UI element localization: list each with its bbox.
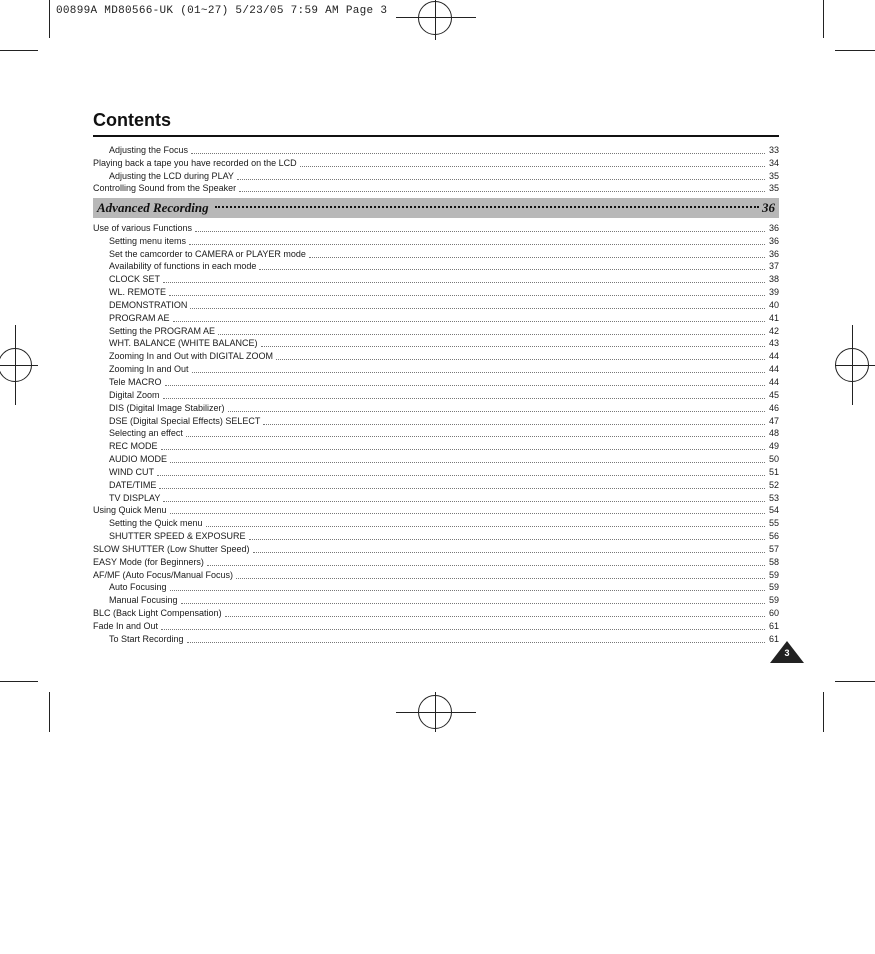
toc-entry-page: 44 <box>768 364 779 375</box>
toc-entry-page: 53 <box>768 492 779 503</box>
toc-entry <box>93 542 779 555</box>
leader-dots <box>163 397 765 399</box>
toc-entry-label: PROGRAM AE <box>109 312 170 323</box>
toc-entry-page: 56 <box>768 531 779 542</box>
toc-entry-label: WL. REMOTE <box>109 287 167 298</box>
toc-entry <box>93 337 779 350</box>
toc-entry <box>93 311 779 324</box>
toc-entry-page: 60 <box>768 608 779 619</box>
toc-entry-label: Zooming In and Out <box>109 364 189 375</box>
toc-entry <box>93 581 779 594</box>
toc-entry <box>93 439 779 452</box>
toc-entry-label: Setting the Quick menu <box>109 518 203 529</box>
toc-entry <box>93 247 779 260</box>
toc-entry <box>93 491 779 504</box>
toc-entry-page: 54 <box>768 505 779 516</box>
toc-entry-page: 41 <box>768 312 779 323</box>
toc-entry <box>93 234 779 247</box>
toc-group-top <box>93 143 779 194</box>
toc-entry-page: 55 <box>768 518 779 529</box>
toc-entry <box>93 414 779 427</box>
toc-entry-page: 38 <box>768 274 779 285</box>
leader-dots <box>163 281 765 283</box>
toc-entry-page: 48 <box>768 428 779 439</box>
toc-entry-label: DEMONSTRATION <box>109 299 188 310</box>
leader-dots <box>191 152 765 154</box>
leader-dots <box>173 320 765 322</box>
toc-entry-page: 45 <box>768 389 779 400</box>
toc-entry-label: Playing back a tape you have recorded on the LCD <box>93 157 297 168</box>
toc-entry-page: 36 <box>768 235 779 246</box>
leader-dots <box>218 333 765 335</box>
toc-entry <box>93 529 779 542</box>
leader-dots <box>236 577 765 579</box>
leader-dots <box>181 602 765 604</box>
toc-entry-page: 35 <box>768 183 779 194</box>
leader-dots <box>161 628 765 630</box>
toc-entry-page: 52 <box>768 479 779 490</box>
toc-entry <box>93 504 779 517</box>
toc-entry-page: 57 <box>768 543 779 554</box>
toc-entry-page: 42 <box>768 325 779 336</box>
toc-entry <box>93 606 779 619</box>
leader-dots <box>157 474 765 476</box>
toc-entry-page: 39 <box>768 287 779 298</box>
leader-dots <box>163 500 765 502</box>
leader-dots <box>239 190 765 192</box>
toc-entry-label: SHUTTER SPEED & EXPOSURE <box>109 531 246 542</box>
toc-entry-page: 34 <box>768 157 779 168</box>
toc-entry-label: WHT. BALANCE (WHITE BALANCE) <box>109 338 258 349</box>
toc-entry-page: 58 <box>768 556 779 567</box>
toc-entry-page: 59 <box>768 569 779 580</box>
toc-entry-label: Using Quick Menu <box>93 505 167 516</box>
toc-entry-label: Setting menu items <box>109 235 187 246</box>
leader-dots <box>237 178 765 180</box>
leader-dots <box>207 564 765 566</box>
leader-dots <box>165 384 765 386</box>
toc-entry-page: 61 <box>768 633 779 644</box>
toc-entry-label: EASY Mode (for Beginners) <box>93 556 204 567</box>
toc-entry-label: Availability of functions in each mode <box>109 261 257 272</box>
section-title: Advanced Recording <box>97 200 209 215</box>
toc-entry <box>93 285 779 298</box>
toc-entry-page: 47 <box>768 415 779 426</box>
toc-entry-page: 44 <box>768 351 779 362</box>
toc-entry-label: BLC (Back Light Compensation) <box>93 608 222 619</box>
toc-entry <box>93 298 779 311</box>
toc-entry-page: 44 <box>768 376 779 387</box>
leader-dots <box>192 371 765 373</box>
toc-entry <box>93 362 779 375</box>
toc-entry-label: SLOW SHUTTER (Low Shutter Speed) <box>93 543 250 554</box>
toc-entry-label: CLOCK SET <box>109 274 161 285</box>
toc-entry <box>93 349 779 362</box>
toc-entry-label: Digital Zoom <box>109 389 160 400</box>
section-header-advanced-recording <box>93 198 779 218</box>
toc-entry <box>93 427 779 440</box>
toc-entry-label: Use of various Functions <box>93 222 193 233</box>
toc-entry <box>93 221 779 234</box>
toc-entry-label: Adjusting the Focus <box>109 144 189 155</box>
leader-dots <box>300 165 765 167</box>
toc-entry <box>93 156 779 169</box>
leader-dots <box>170 461 765 463</box>
toc-entry-page: 43 <box>768 338 779 349</box>
leader-dots <box>186 435 765 437</box>
toc-entry <box>93 169 779 182</box>
toc-entry-page: 35 <box>768 170 779 181</box>
toc-entry <box>93 375 779 388</box>
toc-entry-label: WIND CUT <box>109 466 154 477</box>
leader-dots <box>253 551 765 553</box>
toc-entry-label: AUDIO MODE <box>109 454 168 465</box>
toc-entry <box>93 555 779 568</box>
leader-dots <box>195 230 765 232</box>
toc-entry-page: 50 <box>768 454 779 465</box>
leader-dots <box>187 641 765 643</box>
toc-entry-label: Tele MACRO <box>109 376 162 387</box>
toc-entry <box>93 388 779 401</box>
toc-entry-label: REC MODE <box>109 441 158 452</box>
toc-entry <box>93 182 779 195</box>
toc-entry <box>93 401 779 414</box>
toc-entry-label: Adjusting the LCD during PLAY <box>109 170 234 181</box>
title-rule <box>93 135 779 137</box>
leader-dots <box>259 268 765 270</box>
toc-entry <box>93 593 779 606</box>
toc-entry <box>93 324 779 337</box>
toc-entry-label: Setting the PROGRAM AE <box>109 325 216 336</box>
toc-entry <box>93 260 779 273</box>
toc-entry-page: 59 <box>768 595 779 606</box>
page-number: 3 <box>784 648 790 658</box>
toc-entry-page: 36 <box>768 248 779 259</box>
toc-entry-label: AF/MF (Auto Focus/Manual Focus) <box>93 569 234 580</box>
toc-entry-page: 40 <box>768 299 779 310</box>
toc-entry <box>93 568 779 581</box>
toc-entry-label: DATE/TIME <box>109 479 157 490</box>
toc-entry-label: Fade In and Out <box>93 621 159 631</box>
toc-entry-label: Set the camcorder to CAMERA or PLAYER mode <box>109 248 306 259</box>
print-slug: 00899A MD80566-UK (01~27) 5/23/05 7:59 AM Page 3 <box>56 5 388 17</box>
leader-dots <box>189 243 765 245</box>
page-title: Contents <box>93 110 171 130</box>
toc-entry-label: Controlling Sound from the Speaker <box>93 183 237 194</box>
toc-entry-label: DSE (Digital Special Effects) SELECT <box>109 415 261 426</box>
toc-entry-label: Zooming In and Out with DIGITAL ZOOM <box>109 351 274 362</box>
toc-entry-page: 46 <box>768 402 779 413</box>
toc-entry <box>93 452 779 465</box>
leader-dots <box>161 448 765 450</box>
toc-entry <box>93 478 779 491</box>
leader-dots <box>170 589 765 591</box>
toc-entry <box>93 272 779 285</box>
leader-dots <box>249 538 765 540</box>
toc-entry-label: TV DISPLAY <box>109 492 161 503</box>
toc-entry <box>93 619 779 632</box>
toc-entry-page: 61 <box>768 621 779 631</box>
leader-dots <box>309 256 765 258</box>
leader-dots <box>190 307 765 309</box>
toc-entry-label: Auto Focusing <box>109 582 167 593</box>
toc-entry-page: 49 <box>768 441 779 452</box>
section-leader-dots <box>215 205 759 208</box>
toc-entry-label: DIS (Digital Image Stabilizer) <box>109 402 225 413</box>
leader-dots <box>261 345 765 347</box>
toc-entry <box>93 465 779 478</box>
toc-entry-page: 51 <box>768 466 779 477</box>
toc-entry <box>93 632 779 645</box>
toc-entry-page: 36 <box>768 222 779 233</box>
leader-dots <box>228 410 765 412</box>
toc-entry-page: 33 <box>768 144 779 155</box>
leader-dots <box>225 615 765 617</box>
toc-entry <box>93 143 779 156</box>
toc-entry-page: 37 <box>768 261 779 272</box>
leader-dots <box>263 423 765 425</box>
leader-dots <box>206 525 765 527</box>
toc-entry-label: Selecting an effect <box>109 428 183 439</box>
toc-entry-page: 59 <box>768 582 779 593</box>
toc-entry-label: To Start Recording <box>109 633 184 644</box>
toc-entry <box>93 516 779 529</box>
leader-dots <box>169 294 765 296</box>
section-page: 36 <box>762 200 775 215</box>
leader-dots <box>159 487 765 489</box>
leader-dots <box>276 358 765 360</box>
toc-group-main <box>93 221 779 645</box>
leader-dots <box>170 512 765 514</box>
toc-entry-label: Manual Focusing <box>109 595 178 606</box>
